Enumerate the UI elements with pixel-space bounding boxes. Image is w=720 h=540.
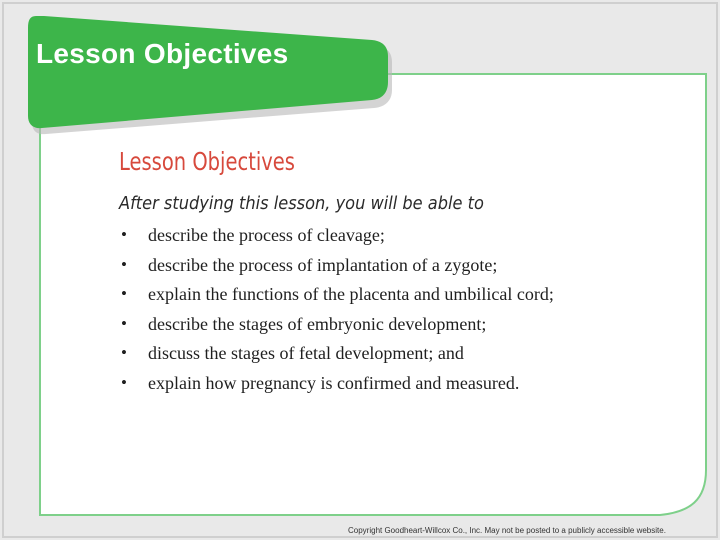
bullet-icon: • (121, 254, 127, 274)
bullet-icon: • (121, 284, 127, 303)
lesson-objectives-heading: Lesson Objectives (119, 147, 295, 176)
objective-text: describe the process of implantation of a zygote; (148, 254, 498, 275)
intro-text: After studying this lesson, you will be able to (119, 193, 484, 214)
bullet-icon: • (121, 225, 127, 244)
bullet-icon: • (121, 343, 127, 362)
bullet-icon: • (121, 313, 127, 333)
objective-text: explain how pregnancy is confirmed and measured. (148, 372, 520, 393)
copyright-notice: Copyright Goodheart-Willcox Co., Inc. May not be posted to a publicly accessible website. (348, 526, 666, 535)
bullet-icon: • (121, 372, 127, 392)
objective-text: discuss the stages of fetal development; and (148, 343, 464, 363)
slide-title: Lesson Objectives (36, 38, 289, 69)
objective-text: describe the stages of embryonic development; (148, 313, 487, 334)
objective-text: explain the functions of the placenta and umbilical cord; (148, 284, 554, 304)
objective-text: describe the process of cleavage; (148, 225, 385, 245)
